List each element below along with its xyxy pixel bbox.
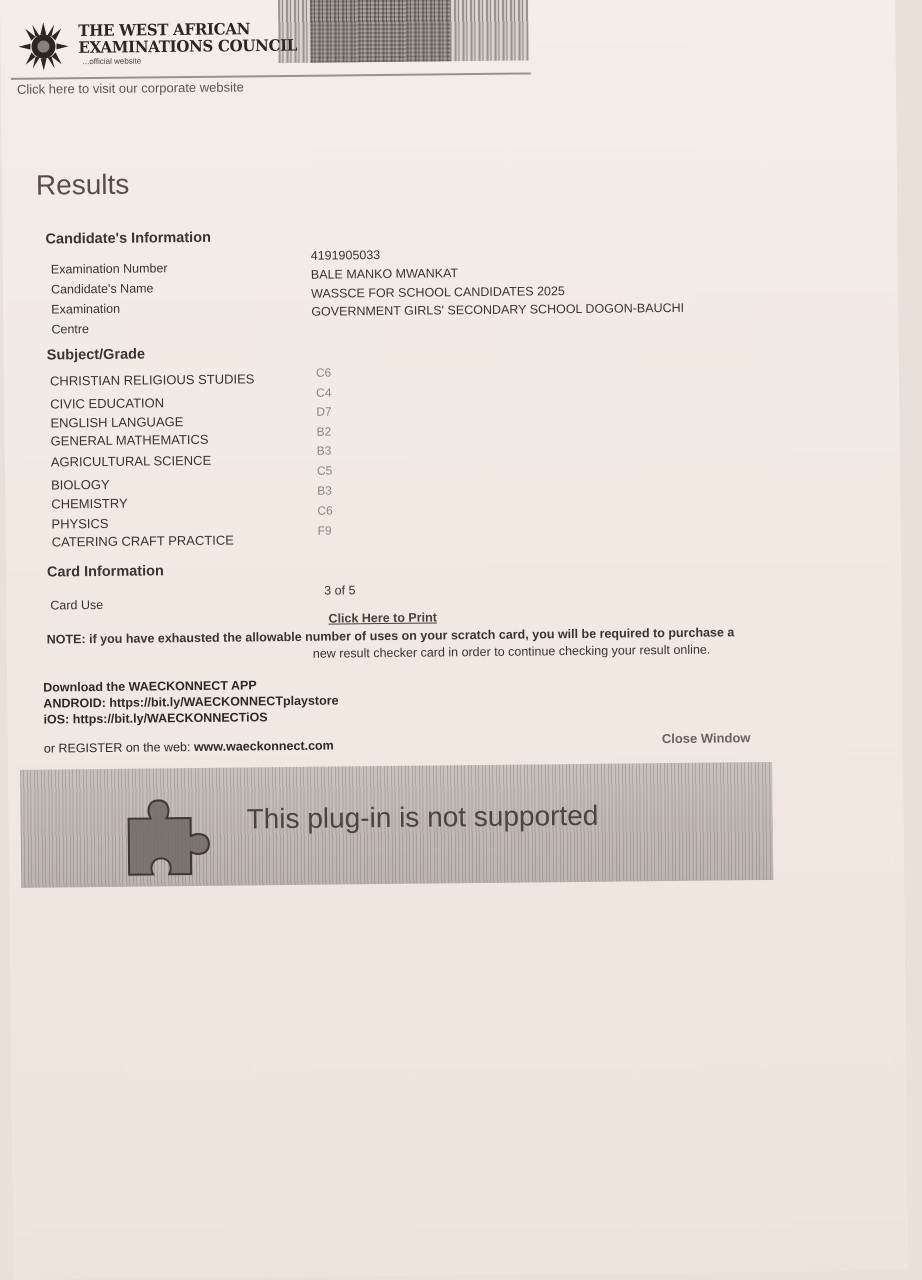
header-divider bbox=[11, 72, 531, 79]
centre-value: GOVERNMENT GIRLS' SECONDARY SCHOOL DOGON-BAUCHI bbox=[311, 300, 685, 319]
org-name-line-2: EXAMINATIONS COUNCIL bbox=[78, 35, 298, 58]
close-window-button[interactable]: Close Window bbox=[661, 730, 751, 747]
subject-grade: C6 bbox=[317, 503, 333, 518]
register-line bbox=[44, 739, 334, 756]
candidate-name-label: Candidate's Name bbox=[50, 281, 154, 297]
subject-grade: C6 bbox=[315, 365, 332, 380]
subject-grade: B2 bbox=[316, 424, 332, 439]
subject-name: CHEMISTRY bbox=[51, 495, 128, 512]
subject-grade: B3 bbox=[317, 483, 332, 498]
scratch-card-note bbox=[47, 624, 767, 666]
card-use-value: 3 of 5 bbox=[324, 583, 356, 598]
examination-value: WASSCE FOR SCHOOL CANDIDATES 2025 bbox=[311, 284, 565, 301]
organization-name[interactable] bbox=[78, 20, 297, 56]
subject-grade: D7 bbox=[316, 404, 332, 419]
subject-name: CHRISTIAN RELIGIOUS STUDIES bbox=[49, 371, 255, 389]
app-download-info bbox=[43, 676, 339, 727]
subject-grade: F9 bbox=[317, 523, 332, 538]
puzzle-piece-icon bbox=[120, 788, 217, 879]
subject-grade-heading: Subject/Grade bbox=[46, 346, 146, 364]
download-title: Download the WAECKONNECT APP bbox=[43, 678, 257, 695]
candidate-name-value: BALE MANKO MWANKAT bbox=[310, 266, 459, 282]
subject-name: GENERAL MATHEMATICS bbox=[50, 431, 209, 449]
plugin-unsupported-message: This plug-in is not supported bbox=[246, 799, 599, 835]
print-link[interactable]: Click Here to Print bbox=[328, 610, 437, 626]
android-link[interactable]: ANDROID: https://bit.ly/WAECKONNECTplaystore bbox=[43, 693, 339, 711]
subject-name: ENGLISH LANGUAGE bbox=[50, 414, 184, 431]
corporate-website-link[interactable]: Click here to visit our corporate website bbox=[16, 79, 244, 97]
exam-number-value: 4191905033 bbox=[310, 248, 381, 263]
examination-label: Examination bbox=[51, 301, 121, 317]
subject-grade: C4 bbox=[316, 385, 332, 400]
card-use-label: Card Use bbox=[50, 597, 104, 613]
waec-sun-logo-icon[interactable] bbox=[16, 21, 71, 72]
subject-name: PHYSICS bbox=[51, 515, 109, 532]
subject-grade: C5 bbox=[316, 463, 333, 478]
register-url-link[interactable]: www.waeckonnect.com bbox=[193, 738, 334, 755]
subject-name: CIVIC EDUCATION bbox=[50, 395, 165, 412]
org-name-line-1: THE WEST AFRICAN bbox=[78, 19, 251, 41]
ios-link[interactable]: iOS: https://bit.ly/WAECKONNECTiOS bbox=[43, 710, 268, 727]
official-website-tagline: ...official website bbox=[82, 56, 142, 67]
subject-name: BIOLOGY bbox=[51, 476, 110, 493]
subject-name: AGRICULTURAL SCIENCE bbox=[50, 452, 212, 470]
register-prefix: or REGISTER on the web: bbox=[43, 740, 194, 756]
card-info-heading: Card Information bbox=[46, 563, 164, 581]
header-banner-shade bbox=[310, 0, 451, 63]
page-title: Results bbox=[35, 168, 130, 201]
centre-label: Centre bbox=[51, 322, 90, 337]
candidate-info-heading: Candidate's Information bbox=[45, 229, 211, 248]
subject-name: CATERING CRAFT PRACTICE bbox=[51, 532, 235, 550]
waec-header bbox=[10, 0, 531, 80]
subject-grade: B3 bbox=[316, 443, 332, 458]
note-line-1: NOTE: if you have exhausted the allowable number of uses on your scratch card, you will be required to purchase a bbox=[46, 625, 735, 647]
exam-number-label: Examination Number bbox=[50, 261, 168, 277]
unsupported-plugin-placeholder bbox=[20, 762, 773, 888]
note-line-2: new result checker card in order to continue checking your result online. bbox=[312, 642, 711, 661]
